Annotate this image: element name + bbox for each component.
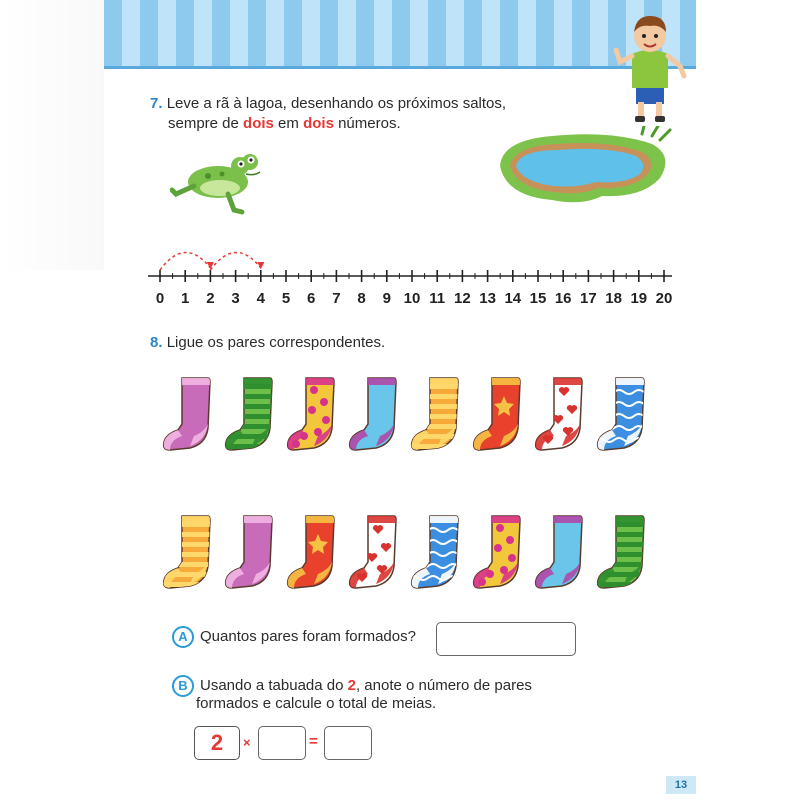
equation-first-value: 2 [210, 730, 224, 755]
jump-arc [210, 252, 260, 270]
item-b-highlight-two: 2 [347, 676, 356, 694]
item-a-badge: A [172, 626, 194, 648]
sock-top[interactable] [350, 378, 396, 450]
number-line-label: 16 [554, 290, 572, 307]
item-b-line-2: formados e calcule o total de meias. [196, 695, 437, 712]
number-line-label: 8 [357, 290, 366, 307]
item-a-line [172, 626, 416, 648]
highlight-dois-2: dois [303, 115, 334, 132]
number-line-label: 9 [382, 290, 391, 307]
number-line-label: 10 [403, 290, 421, 307]
item-a-text: Quantos pares foram formados? [200, 627, 416, 645]
number-line-label: 2 [206, 290, 215, 307]
number-line-label: 13 [479, 290, 496, 307]
number-line-label: 4 [256, 290, 265, 307]
equation-result-box[interactable] [324, 726, 372, 760]
left-margin-decoration [0, 0, 104, 270]
question-7-text-2a: sempre de [168, 115, 244, 132]
number-line-label: 0 [155, 290, 165, 307]
sock-bottom[interactable] [536, 516, 582, 588]
sock-bottom[interactable] [226, 516, 272, 588]
number-line-label: 6 [307, 290, 316, 307]
item-b-badge: B [172, 675, 194, 697]
highlight-dois-1: dois [243, 115, 274, 132]
sock-bottom[interactable] [350, 516, 396, 588]
question-7-text-1: Leve a rã à lagoa, desenhando os próximos saltos, [166, 95, 507, 112]
number-line-label: 20 [655, 290, 673, 307]
question-7-line-2 [168, 114, 401, 134]
item-b-text-1a: Usando a tabuada do [200, 676, 348, 694]
jump-arrowhead [258, 262, 264, 268]
sock-top[interactable] [594, 378, 644, 450]
number-line-label: 7 [332, 290, 341, 307]
sock-bottom[interactable] [160, 516, 220, 588]
socks-row-bottom [160, 512, 660, 594]
number-line-label: 17 [580, 290, 597, 307]
question-8-number: 8. [150, 334, 163, 351]
question-7-text-2b: em [273, 115, 304, 132]
equation-first-box [194, 726, 240, 760]
sock-bottom[interactable] [408, 516, 458, 588]
number-line-label: 5 [281, 290, 291, 307]
sock-top[interactable] [164, 378, 210, 450]
equals-sign: = [309, 733, 318, 750]
header-stripe-band [104, 0, 696, 69]
pond-illustration [492, 126, 674, 212]
frog-illustration [170, 146, 266, 216]
sock-bottom[interactable] [474, 516, 520, 588]
sock-top[interactable] [222, 378, 282, 450]
boy-illustration [610, 6, 690, 126]
socks-row-top [160, 374, 660, 456]
item-b-text-1b: , anote o número de pares [355, 676, 532, 694]
number-line-label: 18 [605, 290, 622, 307]
page-number: 13 [666, 776, 696, 794]
number-line-label: 1 [181, 290, 190, 307]
sock-bottom[interactable] [594, 516, 654, 588]
question-7-number: 7. [150, 95, 163, 112]
number-line-label: 14 [504, 290, 522, 307]
sock-top[interactable] [408, 378, 468, 450]
number-line-label: 19 [630, 290, 648, 307]
number-line-label: 11 [429, 290, 446, 307]
question-8-text: Ligue os pares correspondentes. [166, 334, 386, 351]
sock-top[interactable] [474, 378, 520, 450]
question-7-line-1 [150, 94, 506, 114]
jump-arrowhead [207, 262, 213, 268]
question-8-line [150, 333, 385, 353]
question-7-text-2c: números. [333, 115, 401, 132]
number-line-label: 15 [529, 290, 547, 307]
jump-arc [160, 252, 210, 270]
sock-top[interactable] [536, 378, 582, 450]
number-line [140, 240, 680, 288]
equation-second-box[interactable] [258, 726, 306, 760]
times-sign: × [243, 735, 251, 750]
sock-bottom[interactable] [288, 516, 334, 588]
number-line-label: 12 [454, 290, 471, 307]
pairs-answer-box[interactable] [436, 622, 576, 656]
number-line-label: 3 [231, 290, 240, 307]
sock-top[interactable] [288, 378, 334, 450]
